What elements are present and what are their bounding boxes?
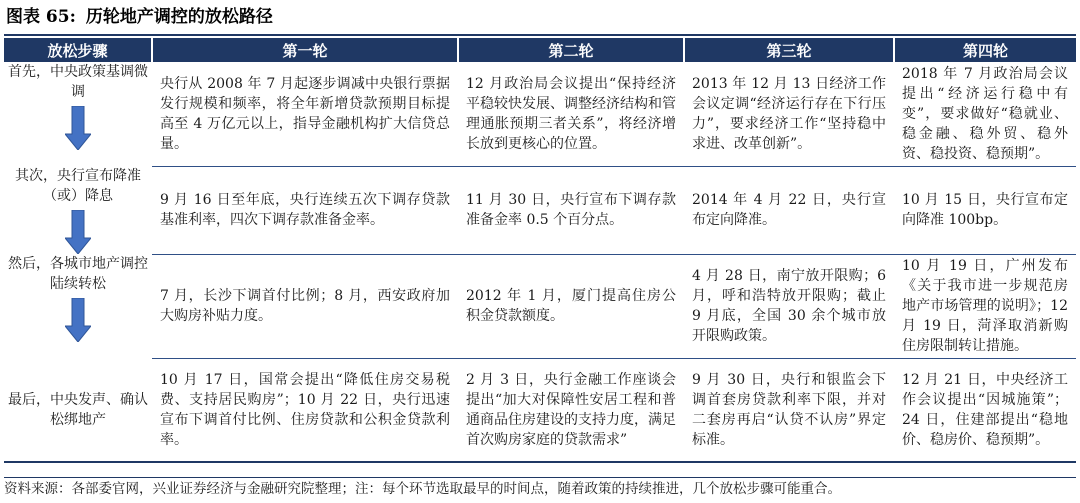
step-cell bbox=[4, 62, 152, 166]
table-row bbox=[4, 358, 1076, 462]
table-cell: 12 月政治局会议提出“保持经济平稳较快发展、调整经济结构和管理通胀预期三者关系”，将经济增长放到更核心的位置。 bbox=[458, 62, 684, 166]
table-cell: 7 月，长沙下调首付比例；8 月，西安政府加大购房补贴力度。 bbox=[152, 254, 458, 358]
header-round-1: 第一轮 bbox=[152, 38, 458, 62]
table-cell: 9 月 16 日至年底，央行连续五次下调存贷款基准利率，四次下调存款准备金率。 bbox=[152, 166, 458, 254]
step-label: 然后，各城市地产调控陆续转松 bbox=[8, 256, 148, 292]
step-label: 首先，中央政策基调微调 bbox=[8, 64, 148, 100]
figure-label: 图表 65: bbox=[6, 7, 76, 27]
title-rule bbox=[4, 34, 1076, 36]
header-round-4: 第四轮 bbox=[894, 38, 1076, 62]
table-cell: 2 月 3 日，央行金融工作座谈会提出“加大对保障性安居工程和普通商品住房建设的支持力度，满足首次购房家庭的贷款需求” bbox=[458, 358, 684, 462]
down-arrow-icon bbox=[65, 106, 91, 150]
table-cell: 10 月 17 日，国常会提出“降低住房交易税费、支持居民购房”；10 月 22 日，央行迅速宣布下调首付比例、住房贷款和公积金贷款利率。 bbox=[152, 358, 458, 462]
down-arrow-icon bbox=[65, 298, 91, 342]
table-cell: 2013 年 12 月 13 日经济工作会议定调“经济运行存在下行压力”，要求经济工作“坚持稳中求进、改革创新”。 bbox=[684, 62, 894, 166]
step-label: 最后，中央发声、确认松绑地产 bbox=[8, 391, 148, 428]
figure-heading: 历轮地产调控的放松路径 bbox=[85, 7, 273, 27]
table-cell: 9 月 30 日，央行和银监会下调首套房贷款利率下限，并对二套房再启“认贷不认房”界定标准。 bbox=[684, 358, 894, 462]
step-cell bbox=[4, 358, 152, 462]
table-cell: 2012 年 1 月，厦门提高住房公积金贷款额度。 bbox=[458, 254, 684, 358]
down-arrow-icon bbox=[65, 210, 91, 254]
figure-title bbox=[6, 4, 273, 30]
table-cell: 12 月 21 日，中央经济工作会议提出“因城施策”；24 日，住建部提出“稳地价、稳房价、稳预期”。 bbox=[894, 358, 1076, 462]
step-cell bbox=[4, 254, 152, 358]
table-cell: 11 月 30 日，央行宣布下调存款准备金率 0.5 个百分点。 bbox=[458, 166, 684, 254]
table-cell: 2014 年 4 月 22 日，央行宣布定向降准。 bbox=[684, 166, 894, 254]
table-cell: 2018 年 7 月政治局会议提出“经济运行稳中有变”，要求做好“稳就业、稳金融、稳外贸、稳外资、稳投资、稳预期”。 bbox=[894, 62, 1076, 166]
table-cell: 4 月 28 日，南宁放开限购；6 月，呼和浩特放开限购；截止 9 月底，全国 30 余个城市放开限购政策。 bbox=[684, 254, 894, 358]
table-row bbox=[4, 254, 1076, 358]
step-label: 其次，央行宣布降准（或）降息 bbox=[15, 168, 141, 204]
table-cell: 央行从 2008 年 7 月起逐步调减中央银行票据发行规模和频率，将全年新增贷款预期目标提高至 4 万亿元以上，指导金融机构扩大信贷总量。 bbox=[152, 62, 458, 166]
table-cell: 10 月 19 日，广州发布《关于我市进一步规范房地产市场管理的说明》；12 月 19 日，菏泽取消新购住房限制转让措施。 bbox=[894, 254, 1076, 358]
table-row bbox=[4, 166, 1076, 254]
source-note: 资料来源：各部委官网，兴业证券经济与金融研究院整理；注：每个环节选取最早的时间点，随着政策的持续推进，几个放松步骤可能重合。 bbox=[4, 477, 1076, 500]
header-round-3: 第三轮 bbox=[684, 38, 894, 62]
policy-easing-table bbox=[4, 38, 1076, 463]
header-step: 放松步骤 bbox=[4, 38, 152, 62]
table-row bbox=[4, 62, 1076, 166]
table-header-row bbox=[4, 38, 1076, 62]
table-cell: 10 月 15 日，央行宣布定向降准 100bp。 bbox=[894, 166, 1076, 254]
step-cell bbox=[4, 166, 152, 254]
header-round-2: 第二轮 bbox=[458, 38, 684, 62]
